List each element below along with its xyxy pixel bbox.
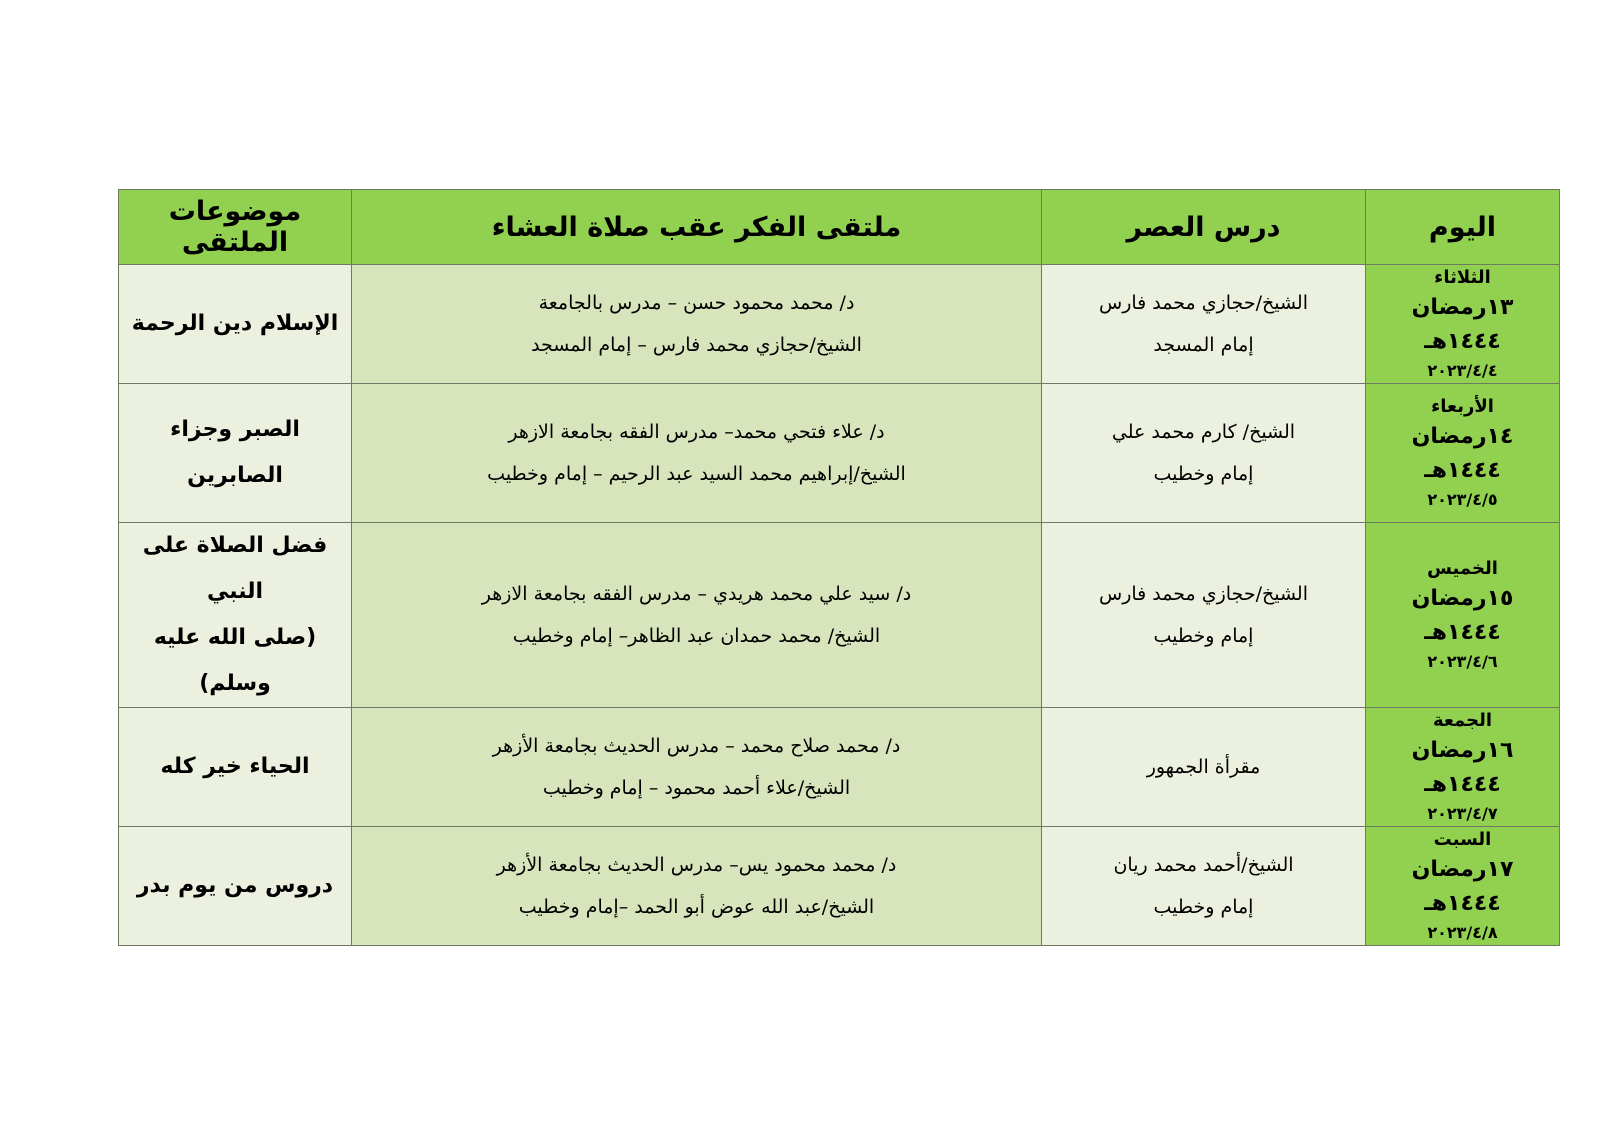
asr-speaker-role: إمام وخطيب <box>1153 896 1254 918</box>
topic-title-subline: (صلى الله عليه وسلم) <box>153 625 317 696</box>
day-name: الخميس <box>1427 558 1498 579</box>
hijri-date: ١٣رمضان ١٤٤٤هـ <box>1411 295 1514 354</box>
forum-cell <box>352 384 1042 523</box>
hijri-date: ١٥رمضان ١٤٤٤هـ <box>1411 586 1514 645</box>
header-topics: موضوعات الملتقى <box>119 190 352 265</box>
asr-speaker: الشيخ/ كارم محمد علي <box>1111 421 1296 443</box>
forum-speaker-2: الشيخ/إبراهيم محمد السيد عبد الرحيم – إمام وخطيب <box>487 463 906 485</box>
forum-cell <box>352 708 1042 827</box>
day-name: الجمعة <box>1432 710 1493 731</box>
header-day: اليوم <box>1366 190 1560 265</box>
day-cell <box>1366 265 1560 384</box>
forum-speaker-1: د/ محمد محمود يس– مدرس الحديث بجامعة الأزهر <box>496 854 897 876</box>
gregorian-date: ٢٠٢٣/٤/٤ <box>1427 361 1498 380</box>
asr-speaker-role: إمام وخطيب <box>1153 625 1254 647</box>
topic-title: الإسلام دين الرحمة <box>131 311 339 336</box>
forum-cell <box>352 523 1042 708</box>
header-row <box>119 190 1560 265</box>
forum-speaker-1: د/ محمد صلاح محمد – مدرس الحديث بجامعة الأزهر <box>492 735 901 757</box>
topic-cell <box>119 827 352 946</box>
table-row <box>119 827 1560 946</box>
asr-lesson-cell <box>1042 827 1366 946</box>
gregorian-date: ٢٠٢٣/٤/٥ <box>1427 490 1498 509</box>
hijri-date: ١٧رمضان ١٤٤٤هـ <box>1411 857 1514 916</box>
asr-lesson-cell <box>1042 265 1366 384</box>
gregorian-date: ٢٠٢٣/٤/٧ <box>1427 804 1498 823</box>
asr-lesson-cell <box>1042 384 1366 523</box>
hijri-date: ١٤رمضان ١٤٤٤هـ <box>1411 424 1514 483</box>
topic-cell <box>119 708 352 827</box>
topic-title: الحياء خير كله <box>160 754 310 779</box>
day-cell <box>1366 827 1560 946</box>
hijri-date: ١٦رمضان ١٤٤٤هـ <box>1411 738 1514 797</box>
asr-speaker: الشيخ/أحمد محمد ريان <box>1113 854 1294 876</box>
forum-speaker-2: الشيخ/ محمد حمدان عبد الظاهر– إمام وخطيب <box>512 625 881 647</box>
day-name: الثلاثاء <box>1434 267 1491 288</box>
forum-speaker-1: د/ محمد محمود حسن – مدرس بالجامعة <box>538 292 855 314</box>
forum-speaker-1: د/ علاء فتحي محمد– مدرس الفقه بجامعة الازهر <box>508 421 885 443</box>
ramadan-schedule-table <box>118 189 1560 946</box>
forum-speaker-2: الشيخ/علاء أحمد محمود – إمام وخطيب <box>542 777 851 799</box>
asr-speaker: الشيخ/حجازي محمد فارس <box>1099 292 1308 314</box>
gregorian-date: ٢٠٢٣/٤/٨ <box>1427 923 1498 942</box>
asr-speaker-role: إمام وخطيب <box>1153 463 1254 485</box>
table-row <box>119 265 1560 384</box>
asr-lesson-cell <box>1042 708 1366 827</box>
day-cell <box>1366 384 1560 523</box>
asr-activity: مقرأة الجمهور <box>1146 756 1261 778</box>
topic-title: دروس من يوم بدر <box>136 873 334 898</box>
topic-title: فضل الصلاة على النبي <box>142 533 328 604</box>
topic-cell <box>119 384 352 523</box>
day-name: السبت <box>1433 829 1492 850</box>
asr-speaker: الشيخ/حجازي محمد فارس <box>1099 583 1308 605</box>
forum-speaker-2: الشيخ/عبد الله عوض أبو الحمد –إمام وخطيب <box>518 896 875 918</box>
table-row <box>119 708 1560 827</box>
topic-cell <box>119 265 352 384</box>
forum-speaker-2: الشيخ/حجازي محمد فارس – إمام المسجد <box>531 334 862 356</box>
day-cell <box>1366 523 1560 708</box>
day-name: الأربعاء <box>1431 396 1494 417</box>
header-forum: ملتقى الفكر عقب صلاة العشاء <box>352 190 1042 265</box>
table-row <box>119 523 1560 708</box>
forum-cell <box>352 265 1042 384</box>
forum-speaker-1: د/ سيد علي محمد هريدي – مدرس الفقه بجامعة الازهر <box>481 583 912 605</box>
asr-lesson-cell <box>1042 523 1366 708</box>
topic-title: الصبر وجزاء الصابرين <box>170 417 300 488</box>
forum-cell <box>352 827 1042 946</box>
asr-speaker-role: إمام المسجد <box>1153 334 1254 356</box>
gregorian-date: ٢٠٢٣/٤/٦ <box>1427 652 1498 671</box>
header-asr-lesson: درس العصر <box>1042 190 1366 265</box>
day-cell <box>1366 708 1560 827</box>
topic-cell <box>119 523 352 708</box>
table-row <box>119 384 1560 523</box>
